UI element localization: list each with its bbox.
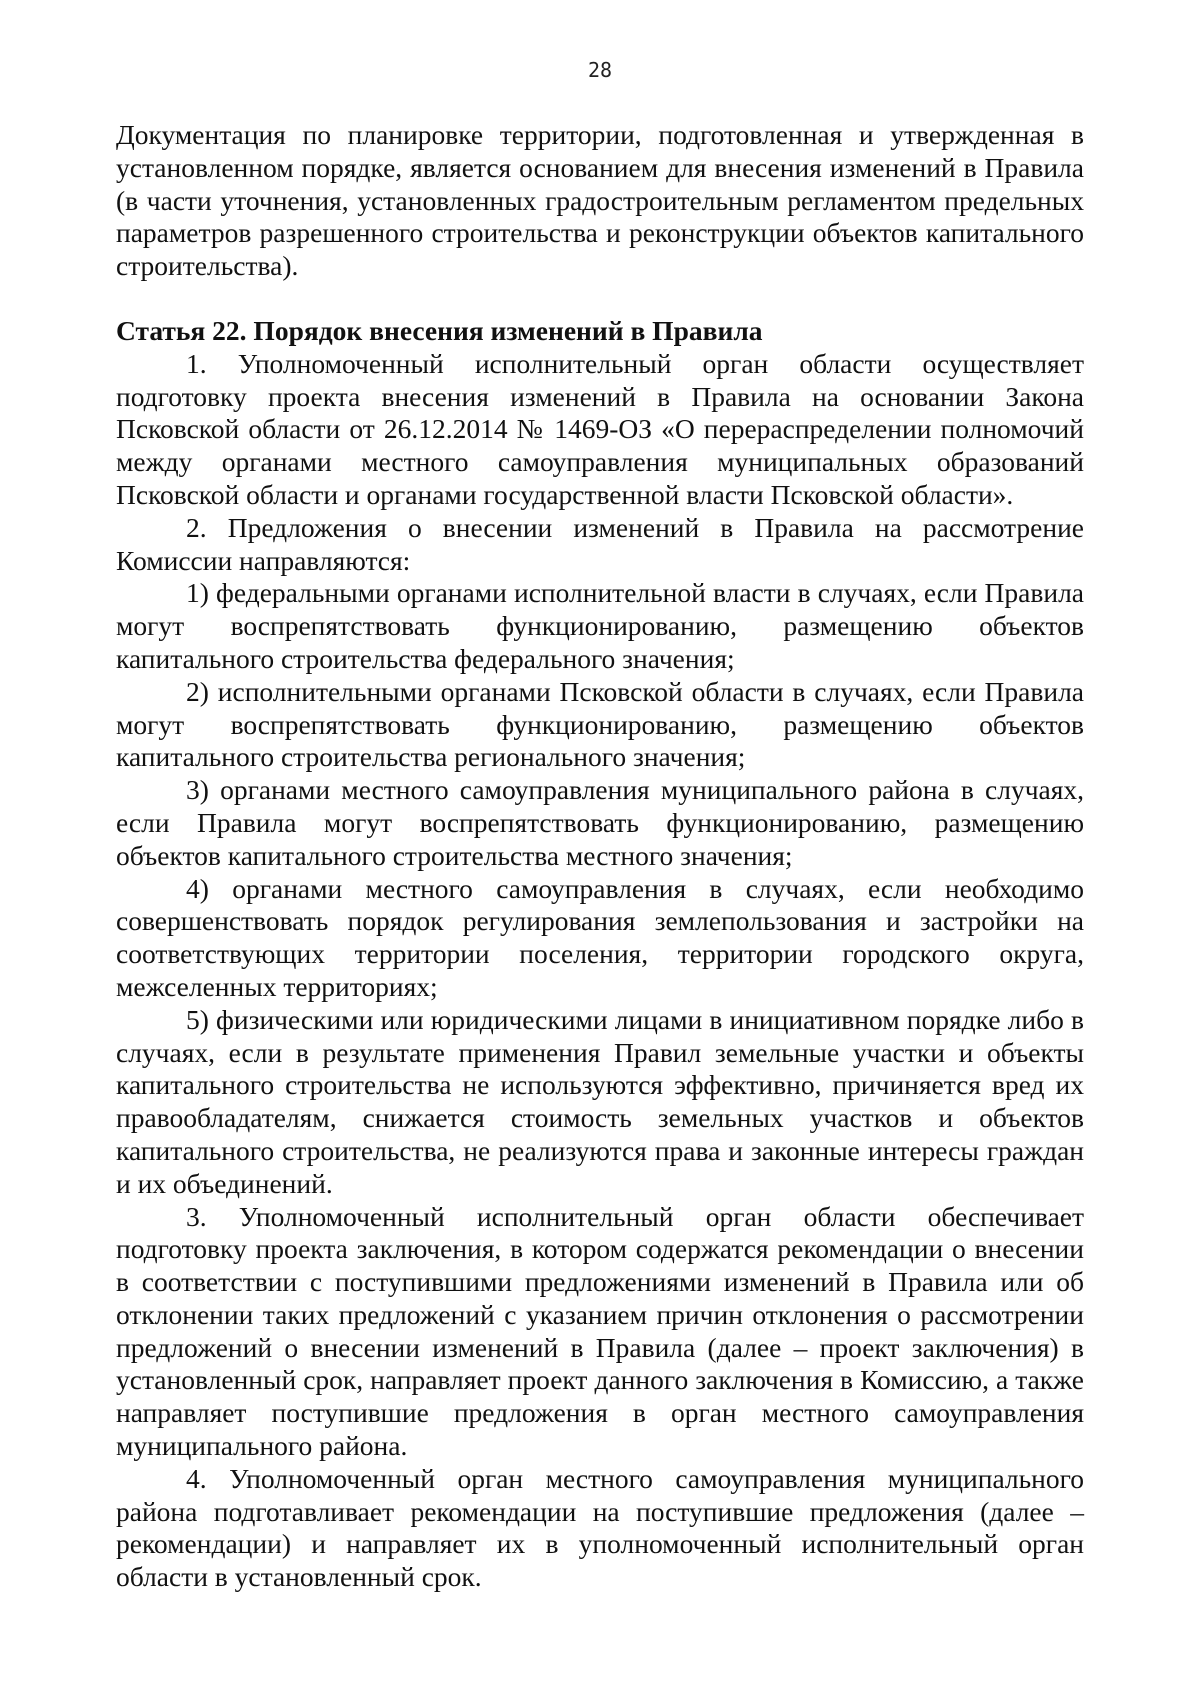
- article-paragraph-4: 4. Уполномоченный орган местного самоуправления муниципального района подготавливает рекомендации на поступившие предложения (далее – рекомендации) и направляет их в уполномоченный исполнительный орган области в установленный срок.: [116, 1462, 1084, 1593]
- article-paragraph-2: 2. Предложения о внесении изменений в Правила на рассмотрение Комиссии направляются:: [116, 511, 1084, 576]
- article-paragraph-1: 1. Уполномоченный исполнительный орган области осуществляет подготовку проекта внесения изменений в Правила на основании Закона Псковской области от 26.12.2014 № 1469-ОЗ «О перераспределении полномочий между органами местного самоуправления муниципальных образований Псковской области и органами государственной власти Псковской области».: [116, 347, 1084, 510]
- list-item-2: 2) исполнительными органами Псковской области в случаях, если Правила могут воспрепятствовать функционированию, размещению объектов капитального строительства регионального значения;: [116, 675, 1084, 773]
- list-item-1: 1) федеральными органами исполнительной власти в случаях, если Правила могут воспрепятствовать функционированию, размещению объектов капитального строительства федерального значения;: [116, 577, 1084, 674]
- list-item-3: 3) органами местного самоуправления муниципального района в случаях, если Правила могут воспрепятствовать функционированию, размещению объектов капитального строительства местного значения;: [116, 774, 1084, 871]
- article-heading: Статья 22. Порядок внесения изменений в Правила: [116, 314, 763, 346]
- article-paragraph-3: 3. Уполномоченный исполнительный орган области обеспечивает подготовку проекта заключения, в котором содержатся рекомендации о внесении в соответствии с поступившими предложениями изменений в Правила или об отклонении таких предложений с указанием причин отклонения о рассмотрении предложений о внесении изменений в Правила (далее – проект заключения) в установленный срок, направляет проект данного заключения в Комиссию, а также направляет поступившие предложения в орган местного самоуправления муниципального района.: [116, 1200, 1084, 1462]
- list-item-4: 4) органами местного самоуправления в случаях, если необходимо совершенствовать порядок регулирования землепользования и застройки на соответствующих территории поселения, территории городского округа, межселенных территориях;: [116, 872, 1084, 1002]
- page-number: 28: [587, 58, 613, 82]
- intro-paragraph: Документация по планировке территории, подготовленная и утвержденная в установленном порядке, является основанием для внесения изменений в Правила (в части уточнения, установленных градостроительным регламентом предельных параметров разрешенного строительства и реконструкции объектов капитального строительства).: [116, 119, 1084, 282]
- document-body: [116, 119, 1084, 1594]
- list-item-5: 5) физическими или юридическими лицами в инициативном порядке либо в случаях, если в результате применения Правил земельные участки и объекты капитального строительства не используются эффективно, причиняется вред их правообладателям, снижается стоимость земельных участков и объектов капитального строительства, не реализуются права и законные интересы граждан и их объединений.: [116, 1003, 1084, 1199]
